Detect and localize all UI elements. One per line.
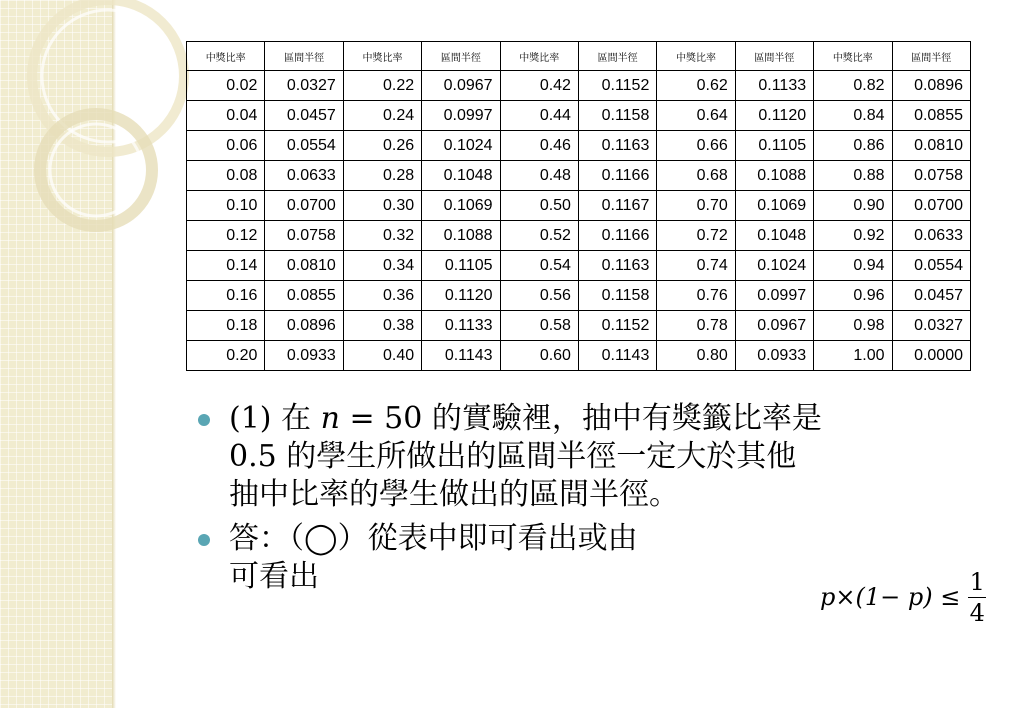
cell-interval-radius: 0.0896	[265, 311, 343, 341]
table-row	[187, 131, 971, 161]
cell-interval-radius: 0.1158	[578, 281, 656, 311]
bullet-2-line-1: 答：（◯）從表中即可看出或由	[229, 521, 638, 556]
bullet-1-equals: = 50	[339, 401, 432, 436]
cell-interval-radius: 0.0896	[892, 71, 970, 101]
cell-interval-radius: 0.0855	[892, 101, 970, 131]
cell-interval-radius: 0.1048	[735, 221, 813, 251]
cell-interval-radius: 0.0933	[265, 341, 343, 371]
table-row	[187, 341, 971, 371]
cell-win-rate: 0.80	[657, 341, 735, 371]
cell-win-rate: 0.30	[343, 191, 421, 221]
fraction-denominator: 4	[969, 598, 985, 627]
cell-interval-radius: 0.0997	[422, 101, 500, 131]
cell-win-rate: 0.46	[500, 131, 578, 161]
cell-win-rate: 0.22	[343, 71, 421, 101]
decorative-rings	[0, 0, 200, 260]
table-row	[187, 191, 971, 221]
cell-interval-radius: 0.0554	[265, 131, 343, 161]
cell-interval-radius: 0.0457	[892, 281, 970, 311]
cell-win-rate: 0.06	[187, 131, 265, 161]
cell-interval-radius: 0.1024	[735, 251, 813, 281]
cell-win-rate: 0.84	[814, 101, 892, 131]
cell-win-rate: 0.66	[657, 131, 735, 161]
variable-n: n	[320, 401, 340, 436]
cell-win-rate: 0.62	[657, 71, 735, 101]
table-row	[187, 251, 971, 281]
cell-win-rate: 0.14	[187, 251, 265, 281]
cell-win-rate: 1.00	[814, 341, 892, 371]
header-win-rate: 中獎比率	[657, 42, 735, 71]
cell-interval-radius: 0.1152	[578, 311, 656, 341]
cell-interval-radius: 0.0700	[265, 191, 343, 221]
bullet-1-line-2: 0.5 的學生所做出的區間半徑一定大於其他	[229, 439, 797, 474]
cell-win-rate: 0.74	[657, 251, 735, 281]
cell-win-rate: 0.24	[343, 101, 421, 131]
cell-win-rate: 0.26	[343, 131, 421, 161]
cell-interval-radius: 0.0933	[735, 341, 813, 371]
cell-win-rate: 0.98	[814, 311, 892, 341]
bullet-1-line-3: 抽中比率的學生做出的區間半徑。	[229, 477, 679, 512]
bullet-1-prefix: (1) 在	[229, 401, 321, 436]
cell-win-rate: 0.70	[657, 191, 735, 221]
cell-win-rate: 0.04	[187, 101, 265, 131]
cell-interval-radius: 0.1105	[735, 131, 813, 161]
table-row	[187, 101, 971, 131]
cell-win-rate: 0.68	[657, 161, 735, 191]
cell-interval-radius: 0.1158	[578, 101, 656, 131]
inequality-formula	[820, 560, 986, 634]
formula-left: p×(1− p) ≤	[820, 583, 961, 611]
header-interval-radius: 區間半徑	[422, 42, 500, 71]
bullet-dot-icon	[198, 414, 210, 426]
cell-win-rate: 0.12	[187, 221, 265, 251]
cell-interval-radius: 0.0000	[892, 341, 970, 371]
cell-win-rate: 0.72	[657, 221, 735, 251]
cell-interval-radius: 0.1069	[735, 191, 813, 221]
table-row	[187, 221, 971, 251]
rate-radius-table	[186, 41, 971, 371]
cell-win-rate: 0.20	[187, 341, 265, 371]
cell-win-rate: 0.02	[187, 71, 265, 101]
cell-win-rate: 0.96	[814, 281, 892, 311]
cell-win-rate: 0.28	[343, 161, 421, 191]
cell-interval-radius: 0.1143	[578, 341, 656, 371]
cell-win-rate: 0.58	[500, 311, 578, 341]
cell-win-rate: 0.78	[657, 311, 735, 341]
cell-win-rate: 0.10	[187, 191, 265, 221]
cell-interval-radius: 0.1163	[578, 131, 656, 161]
cell-interval-radius: 0.1166	[578, 221, 656, 251]
cell-interval-radius: 0.1088	[422, 221, 500, 251]
cell-interval-radius: 0.1120	[735, 101, 813, 131]
cell-win-rate: 0.52	[500, 221, 578, 251]
table-header-row	[187, 42, 971, 71]
cell-win-rate: 0.82	[814, 71, 892, 101]
cell-win-rate: 0.34	[343, 251, 421, 281]
cell-interval-radius: 0.1105	[422, 251, 500, 281]
cell-win-rate: 0.88	[814, 161, 892, 191]
cell-interval-radius: 0.1133	[735, 71, 813, 101]
cell-win-rate: 0.50	[500, 191, 578, 221]
cell-win-rate: 0.56	[500, 281, 578, 311]
cell-win-rate: 0.92	[814, 221, 892, 251]
cell-interval-radius: 0.0855	[265, 281, 343, 311]
cell-interval-radius: 0.1120	[422, 281, 500, 311]
bullet-item-1	[198, 400, 968, 514]
cell-win-rate: 0.64	[657, 101, 735, 131]
cell-interval-radius: 0.1152	[578, 71, 656, 101]
cell-win-rate: 0.60	[500, 341, 578, 371]
table-row	[187, 161, 971, 191]
header-win-rate: 中獎比率	[500, 42, 578, 71]
cell-interval-radius: 0.0810	[892, 131, 970, 161]
cell-win-rate: 0.76	[657, 281, 735, 311]
cell-interval-radius: 0.1167	[578, 191, 656, 221]
table-row	[187, 71, 971, 101]
cell-interval-radius: 0.1143	[422, 341, 500, 371]
cell-interval-radius: 0.1069	[422, 191, 500, 221]
cell-interval-radius: 0.1133	[422, 311, 500, 341]
cell-interval-radius: 0.0327	[892, 311, 970, 341]
cell-interval-radius: 0.0758	[892, 161, 970, 191]
cell-interval-radius: 0.0700	[892, 191, 970, 221]
header-win-rate: 中獎比率	[343, 42, 421, 71]
header-interval-radius: 區間半徑	[892, 42, 970, 71]
cell-interval-radius: 0.0457	[265, 101, 343, 131]
header-win-rate: 中獎比率	[814, 42, 892, 71]
table-row	[187, 281, 971, 311]
cell-win-rate: 0.48	[500, 161, 578, 191]
cell-win-rate: 0.44	[500, 101, 578, 131]
cell-interval-radius: 0.0758	[265, 221, 343, 251]
cell-win-rate: 0.08	[187, 161, 265, 191]
cell-interval-radius: 0.0997	[735, 281, 813, 311]
cell-interval-radius: 0.1024	[422, 131, 500, 161]
cell-win-rate: 0.36	[343, 281, 421, 311]
cell-interval-radius: 0.0810	[265, 251, 343, 281]
header-win-rate: 中獎比率	[187, 42, 265, 71]
table-row	[187, 311, 971, 341]
cell-interval-radius: 0.0633	[892, 221, 970, 251]
cell-interval-radius: 0.1048	[422, 161, 500, 191]
cell-interval-radius: 0.1088	[735, 161, 813, 191]
cell-interval-radius: 0.1166	[578, 161, 656, 191]
cell-interval-radius: 0.1163	[578, 251, 656, 281]
cell-win-rate: 0.94	[814, 251, 892, 281]
bullet-2-line-2: 可看出	[229, 559, 319, 594]
header-interval-radius: 區間半徑	[735, 42, 813, 71]
cell-win-rate: 0.18	[187, 311, 265, 341]
fraction	[968, 567, 986, 628]
cell-interval-radius: 0.0554	[892, 251, 970, 281]
cell-interval-radius: 0.0967	[735, 311, 813, 341]
cell-win-rate: 0.54	[500, 251, 578, 281]
cell-win-rate: 0.38	[343, 311, 421, 341]
cell-win-rate: 0.86	[814, 131, 892, 161]
bullet-1-text: 的實驗裡，抽中有獎籤比率是	[431, 401, 822, 436]
bullet-1-line-1	[229, 400, 968, 438]
cell-interval-radius: 0.0967	[422, 71, 500, 101]
cell-win-rate: 0.16	[187, 281, 265, 311]
cell-interval-radius: 0.0327	[265, 71, 343, 101]
cell-interval-radius: 0.0633	[265, 161, 343, 191]
cell-win-rate: 0.90	[814, 191, 892, 221]
bullet-dot-icon	[198, 534, 210, 546]
fraction-numerator: 1	[969, 567, 985, 596]
cell-win-rate: 0.32	[343, 221, 421, 251]
cell-win-rate: 0.42	[500, 71, 578, 101]
header-interval-radius: 區間半徑	[265, 42, 343, 71]
cell-win-rate: 0.40	[343, 341, 421, 371]
header-interval-radius: 區間半徑	[578, 42, 656, 71]
